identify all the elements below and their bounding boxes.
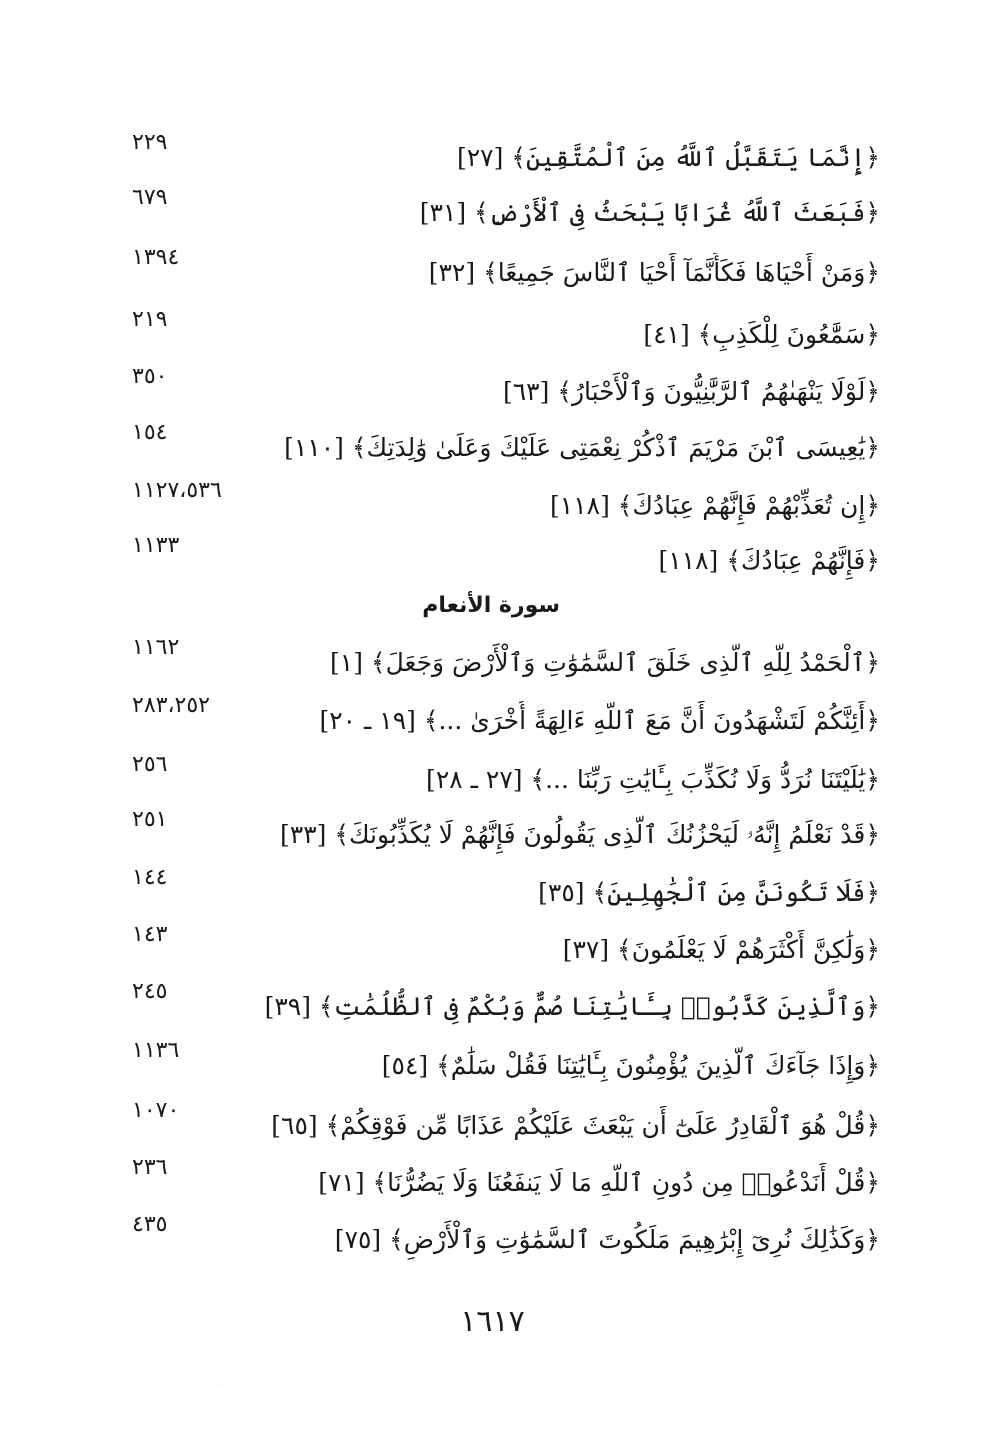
verse-text: ﴿وَكَذَٰلِكَ نُرِىٓ إِبْرَٰهِيمَ مَلَكُوتَ ٱلسَّمَٰوَٰتِ وَٱلْأَرْضِ﴾ [٧٥] <box>334 1225 880 1254</box>
list-item <box>120 807 880 865</box>
verse-text: ﴿أَئِنَّكُمْ لَتَشْهَدُونَ أَنَّ مَعَ ٱللَّهِ ءَالِهَةً أُخْرَىٰ ...﴾ [١٩ ـ ٢٠] <box>319 706 880 735</box>
page-references: ٢٥٦ <box>132 752 168 777</box>
list-item <box>120 635 880 693</box>
list-item <box>120 420 880 478</box>
page-references: ٢٨٣،٢٥٢ <box>132 693 210 718</box>
scan-speck <box>218 1384 219 1385</box>
list-item <box>120 307 880 365</box>
verse-text: ﴿يَٰعِيسَى ٱبْنَ مَرْيَمَ ٱذْكُرْ نِعْمَتِى عَلَيْكَ وَعَلَىٰ وَٰلِدَتِكَ﴾ [١١٠] <box>284 433 880 462</box>
list-item <box>120 1155 880 1213</box>
verse-text: ﴿ٱلْحَمْدُ لِلَّهِ ٱلَّذِى خَلَقَ ٱلسَّمَٰوَٰتِ وَٱلْأَرْضَ وَجَعَلَ﴾ [١] <box>330 648 880 677</box>
list-item <box>120 364 880 422</box>
page-references: ١٤٣ <box>132 922 168 947</box>
list-item <box>120 865 880 923</box>
list-item <box>120 1098 880 1156</box>
verse-text: ﴿وَلَٰكِنَّ أَكْثَرَهُمْ لَا يَعْلَمُونَ﴾ [٣٧] <box>562 935 880 964</box>
verse-text: ﴿إِن تُعَذِّبْهُمْ فَإِنَّهُمْ عِبَادُكَ﴾ [١١٨] <box>550 491 880 520</box>
list-item <box>120 1038 880 1096</box>
list-item <box>120 693 880 751</box>
verse-text: ﴿يَٰلَيْتَنَا نُرَدُّ وَلَا نُكَذِّبَ بِـَٔايَٰتِ رَبِّنَا ...﴾ [٢٧ ـ ٢٨] <box>426 765 880 794</box>
verse-text: ﴿فَلَا تَكُونَنَّ مِنَ ٱلْجَٰهِلِينَ﴾ [٣٥] <box>538 878 880 907</box>
page-references: ١٣٩٤ <box>132 245 180 270</box>
page-references: ١٥٤ <box>132 420 168 445</box>
list-item <box>120 478 880 536</box>
verse-text: ﴿فَبَعَثَ ٱللَّهُ غُرَابًا يَبْحَثُ فِى ٱلْأَرْضِ﴾ [٣١] <box>419 198 880 227</box>
list-item <box>120 922 880 980</box>
page-references: ١١٣٣ <box>132 533 180 558</box>
verse-text: ﴿لَوْلَا يَنْهَىٰهُمُ ٱلرَّبَّٰنِيُّونَ وَٱلْأَحْبَارُ﴾ [٦٣] <box>502 377 880 406</box>
list-item <box>120 185 880 243</box>
page-references: ٢٣٦ <box>132 1155 168 1180</box>
page-references: ٣٥٠ <box>132 364 168 389</box>
page-references: ١١٦٢ <box>132 635 180 660</box>
list-item <box>120 130 880 188</box>
page-number: ١٦١٧ <box>460 1304 525 1339</box>
list-item <box>120 752 880 810</box>
page-references: ١١٣٦ <box>132 1038 180 1063</box>
page-references: ٤٣٥ <box>132 1212 168 1237</box>
verse-text: ﴿وَمَنْ أَحْيَاهَا فَكَأَنَّمَآ أَحْيَا ٱلنَّاسَ جَمِيعًا﴾ [٣٢] <box>428 258 880 287</box>
list-item <box>120 1212 880 1270</box>
page-references: ٢٢٩ <box>132 130 168 155</box>
verse-text: ﴿وَإِذَا جَآءَكَ ٱلَّذِينَ يُؤْمِنُونَ بِـَٔايَٰتِنَا فَقُلْ سَلَٰمٌ﴾ [٥٤] <box>381 1051 880 1080</box>
list-item <box>120 245 880 303</box>
page-references: ١٤٤ <box>132 865 168 890</box>
verse-text: ﴿قُلْ أَنَدْعُوا۟ مِن دُونِ ٱللَّهِ مَا لَا يَنفَعُنَا وَلَا يَضُرُّنَا﴾ [٧١] <box>318 1168 880 1197</box>
page-references: ١٠٧٠ <box>132 1098 180 1123</box>
verse-text: ﴿وَٱلَّذِينَ كَذَّبُوا۟ بِـَٔايَٰتِنَا صُمٌّ وَبُكْمٌ فِى ٱلظُّلُمَٰتِ﴾ [٣٩] <box>264 992 880 1021</box>
page-references: ٦٧٩ <box>132 185 168 210</box>
page-references: ٢٥١ <box>132 807 168 832</box>
verse-text: ﴿قَدْ نَعْلَمُ إِنَّهُۥ لَيَحْزُنُكَ ٱلَّذِى يَقُولُونَ فَإِنَّهُمْ لَا يُكَذِّبُونَكَ﴾ [٣٣] <box>280 820 880 849</box>
verse-text: ﴿قُلْ هُوَ ٱلْقَادِرُ عَلَىٰٓ أَن يَبْعَثَ عَلَيْكُمْ عَذَابًا مِّن فَوْقِكُمْ﴾ [٦٥] <box>271 1111 880 1140</box>
list-item <box>120 979 880 1037</box>
page-references: ٢٤٥ <box>132 979 168 1004</box>
list-item <box>120 533 880 591</box>
page-references: ١١٢٧،٥٣٦ <box>132 478 222 503</box>
section-title: سورة الأنعام <box>422 593 560 618</box>
verse-text: ﴿سَمَّٰعُونَ لِلْكَذِبِ﴾ [٤١] <box>643 320 880 349</box>
verse-text: ﴿إِنَّمَا يَتَقَبَّلُ ٱللَّهُ مِنَ ٱلْمُتَّقِينَ﴾ [٢٧] <box>456 143 880 172</box>
verse-text: ﴿فَإِنَّهُمْ عِبَادُكَ﴾ [١١٨] <box>658 546 880 575</box>
page-references: ٢١٩ <box>132 307 168 332</box>
